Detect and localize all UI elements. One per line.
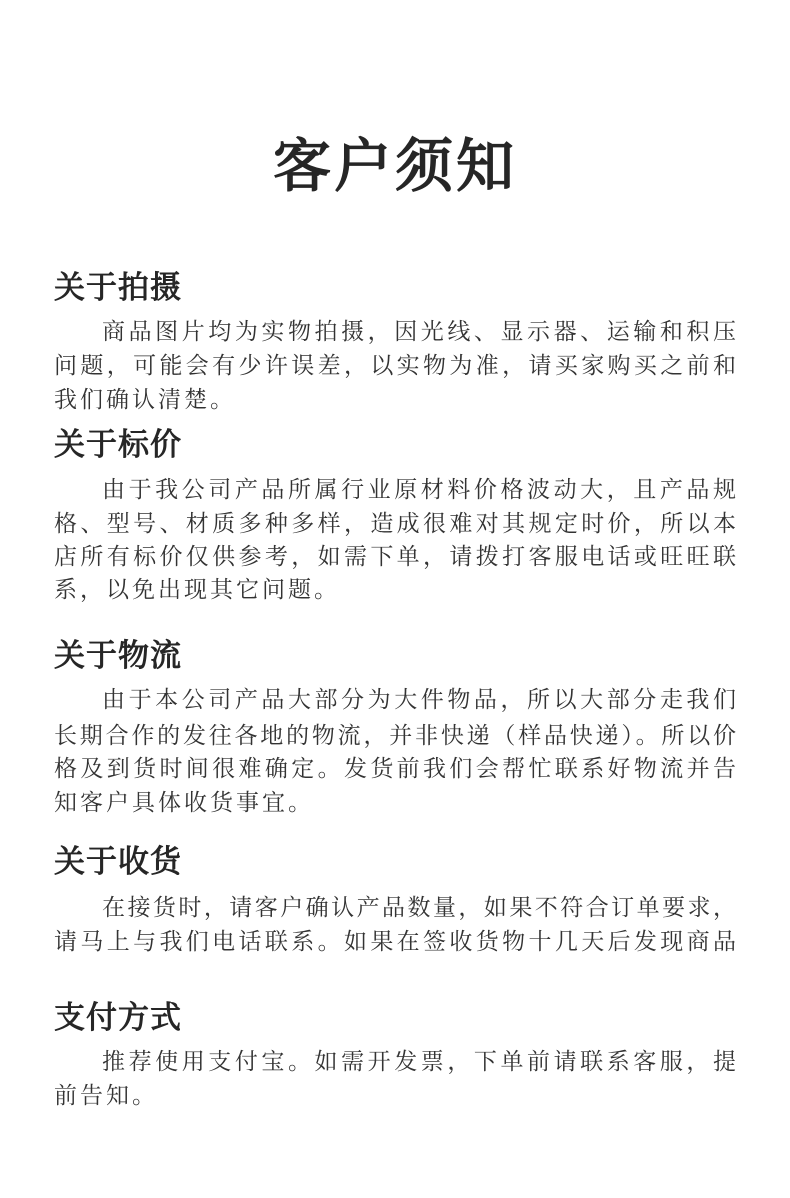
paragraph-line: 问题，可能会有少许误差，以实物为准，请买家购买之前和 (54, 353, 736, 379)
paragraph-line: 格、型号、材质多种多样，造成很难对其规定时价，所以本 (54, 511, 736, 537)
paragraph-line: 知客户具体收货事宜。 (54, 790, 314, 816)
paragraph-line: 我们确认清楚。 (54, 387, 236, 413)
paragraph-line: 店所有标价仅供参考，如需下单，请拨打客服电话或旺旺联 (54, 544, 736, 570)
section-heading-receiving: 关于收货 (54, 844, 182, 880)
section-heading-logistics: 关于物流 (54, 638, 182, 674)
paragraph-line: 由于我公司产品所属行业原材料价格波动大，且产品规 (102, 477, 736, 503)
paragraph-line: 格及到货时间很难确定。发货前我们会帮忙联系好物流并告 (54, 756, 736, 782)
paragraph-line: 系，以免出现其它问题。 (54, 577, 340, 603)
section-heading-pricing: 关于标价 (54, 427, 182, 463)
paragraph-line: 由于本公司产品大部分为大件物品，所以大部分走我们 (102, 687, 736, 713)
paragraph-line: 前告知。 (54, 1083, 158, 1109)
paragraph-line: 长期合作的发往各地的物流，并非快递（样品快递）。所以价 (54, 723, 736, 749)
paragraph-line: 在接货时，请客户确认产品数量，如果不符合订单要求， (102, 895, 736, 921)
paragraph-line: 请马上与我们电话联系。如果在签收货物十几天后发现商品 (54, 929, 736, 955)
section-heading-photography: 关于拍摄 (54, 270, 182, 306)
page-title: 客户须知 (272, 132, 517, 200)
section-heading-payment: 支付方式 (54, 1000, 182, 1036)
paragraph-line: 商品图片均为实物拍摄，因光线、显示器、运输和积压 (102, 319, 736, 345)
paragraph-line: 推荐使用支付宝。如需开发票，下单前请联系客服，提 (102, 1049, 736, 1075)
